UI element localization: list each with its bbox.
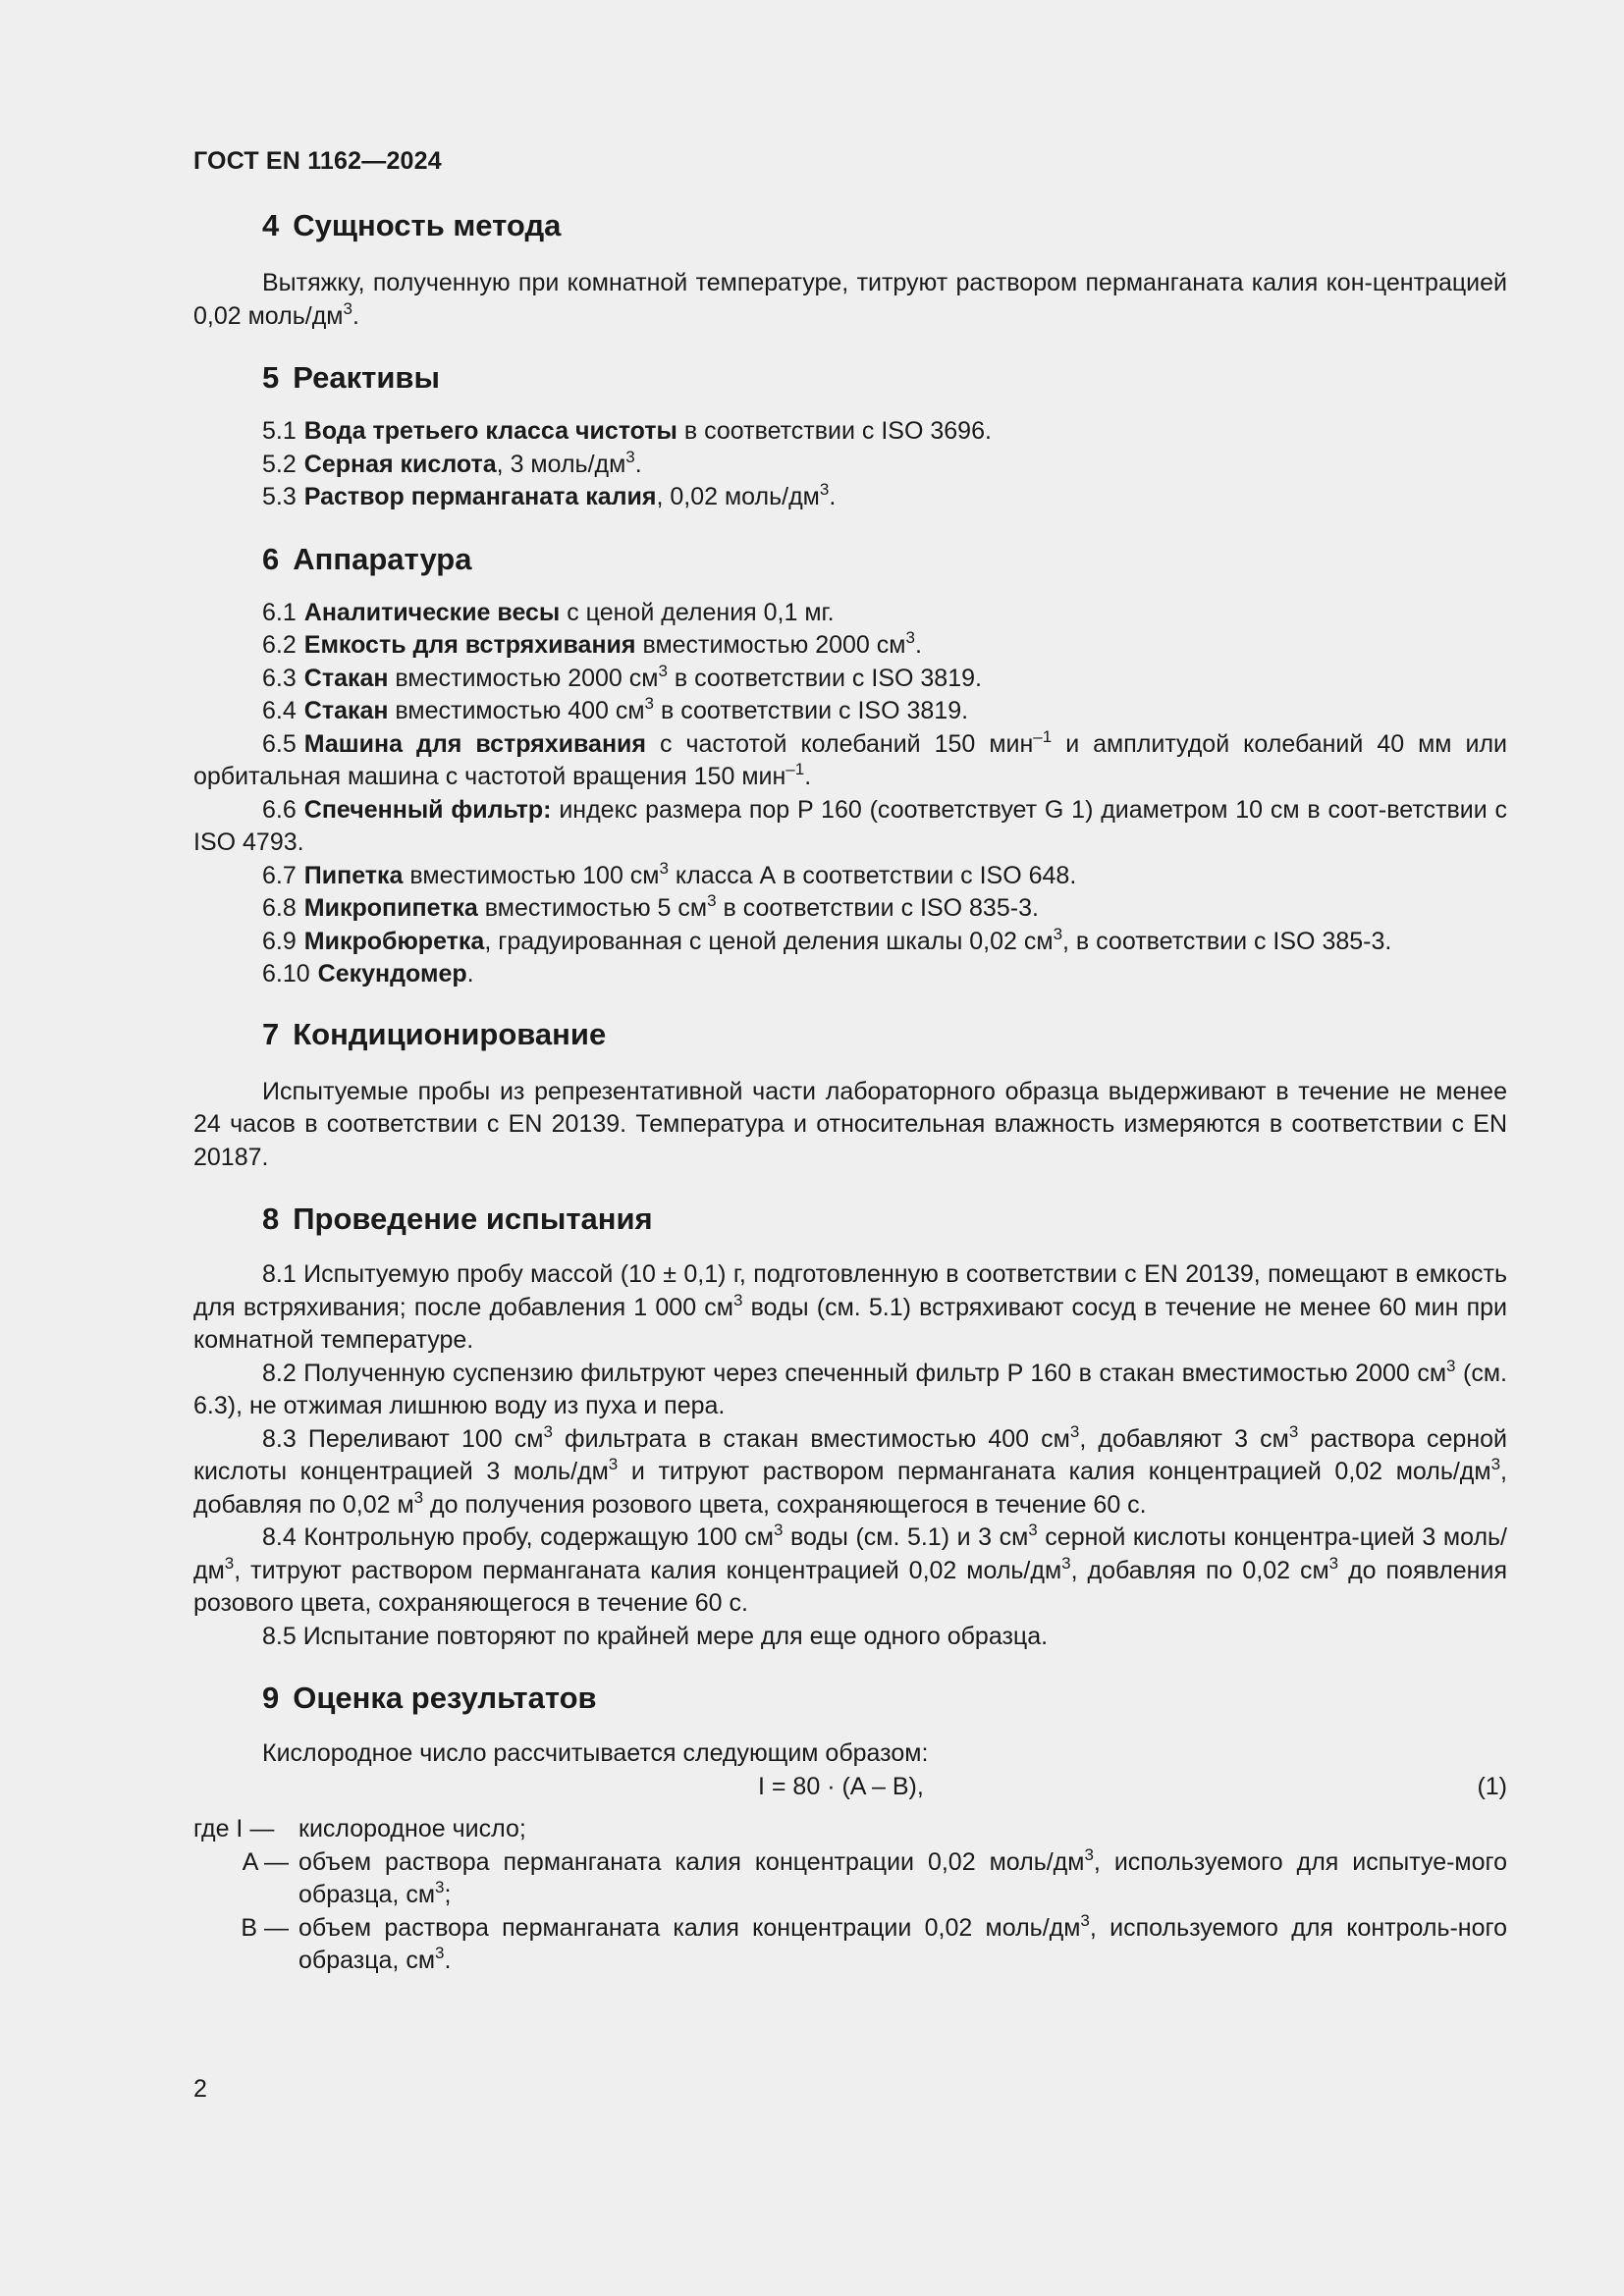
legend-text: кислородное число; bbox=[298, 1815, 526, 1842]
formula bbox=[193, 1771, 1507, 1804]
paragraph: 8.1 Испытуемую пробу массой (10 ± 0,1) г, подготовленную в соответствии с EN 20139, помещают в емкость для встряхивания; после добавления 1 000 $см^3$ воды (см. 5.1) встряхивают сосуд в течение не менее 60 мин при комнатной температуре. bbox=[193, 1260, 1507, 1354]
legend-text: объем раствора перманганата калия концентрации 0,02 моль/$дм^3$, используемого для контроль-ного образца, $см^3$. bbox=[298, 1910, 1507, 1974]
list-item: 6.5 Машина для встряхивания с частотой колебаний 150 мин$^{-1}$ и амплитудой колебаний 40 мм или орбитальная машина с частотой вращения 150 мин$^{-1}$. bbox=[193, 726, 1507, 790]
list-item: 5.1 Вода третьего класса чистоты в соответствии с ISO 3696. bbox=[262, 417, 992, 445]
legend-row bbox=[193, 1846, 1507, 1912]
legend-text: объем раствора перманганата калия концентрации 0,02 моль/$дм^3$, используемого для испытуе-мого образца, $см^3$; bbox=[298, 1844, 1507, 1908]
paragraph: 8.5 Испытание повторяют по крайней мере для еще одного образца. bbox=[262, 1622, 1049, 1650]
list-item: 6.9 Микробюретка, градуированная с ценой деления шкалы 0,02 $см^3$, в соответствии с ISO 385-3. bbox=[262, 924, 1392, 955]
legend-row bbox=[193, 1813, 1507, 1846]
section-9-intro: Кислородное число рассчитывается следующим образом: bbox=[262, 1739, 929, 1767]
list-item: 6.4 Стакан вместимостью 400 $см^3$ в соответствии с ISO 3819. bbox=[262, 694, 969, 724]
paragraph: 8.3 Переливают 100 $см^3$ фильтрата в стакан вместимостью 400 $см^3$, добавляют 3 $см^3$ раствора серной кислоты концентрацией 3 моль/$дм^3$ и титруют раствором перманганата калия концентрацией 0,02 моль/$дм^3$, добавляя по 0,02 $м^3$ до получения розового цвета, сохраняющегося в течение 60 с. bbox=[193, 1421, 1507, 1519]
section-7-text: Испытуемые пробы из репрезентативной части лабораторного образца выдерживают в течение не менее 24 часов в соответствии с EN 20139. Температура и относительная влажность измеряются в соответствии с EN 20187. bbox=[193, 1077, 1507, 1171]
formula-number: (1) bbox=[1477, 1772, 1507, 1800]
list-item: 6.8 Микропипетка вместимостью 5 $см^3$ в соответствии с ISO 835-3. bbox=[262, 891, 1039, 922]
list-item: 5.2 Серная кислота, 3 моль/$дм^3$. bbox=[262, 447, 642, 478]
list-item: 6.6 Спеченный фильтр: индекс размера пор P 160 (соответствует G 1) диаметром 10 см в соот-ветствии с ISO 4793. bbox=[193, 795, 1507, 856]
section-4-heading: 4 Сущность метода bbox=[262, 208, 562, 242]
list-item: 6.3 Стакан вместимостью 2000 $см^3$ в соответствии с ISO 3819. bbox=[262, 661, 982, 692]
page-number: 2 bbox=[193, 2075, 207, 2103]
section-7-heading: 7 Кондиционирование bbox=[262, 1016, 607, 1051]
list-item: 6.2 Емкость для встряхивания вместимостью 2000 $см^3$. bbox=[262, 628, 922, 659]
section-9-heading: 9 Оценка результатов bbox=[262, 1681, 597, 1715]
formula-expression: I = 80 · (A – B), bbox=[758, 1772, 924, 1800]
list-item: 6.1 Аналитические весы с ценой деления 0,1 мг. bbox=[262, 598, 835, 626]
document-page bbox=[193, 145, 1507, 1978]
document-header: ГОСТ EN 1162—2024 bbox=[193, 147, 442, 175]
section-6-heading: 6 Аппаратура bbox=[262, 541, 472, 576]
paragraph: 8.4 Контрольную пробу, содержащую 100 $см^3$ воды (см. 5.1) и 3 $см^3$ серной кислоты концентра-цией 3 моль/$дм^3$, титруют раствором перманганата калия концентрацией 0,02 моль/$дм^3$, добавляя по 0,02 $см^3$ до появления розового цвета, сохраняющегося в течение 60 с. bbox=[193, 1521, 1507, 1617]
legend-symbol: где I — bbox=[193, 1815, 275, 1842]
section-8-body bbox=[193, 1258, 1507, 1653]
formula-legend bbox=[193, 1813, 1507, 1978]
legend-row bbox=[193, 1912, 1507, 1978]
section-8-heading: 8 Проведение испытания bbox=[262, 1201, 653, 1236]
section-5-heading: 5 Реактивы bbox=[262, 360, 440, 395]
list-item: 6.7 Пипетка вместимостью 100 $см^3$ класса А в соответствии с ISO 648. bbox=[262, 858, 1077, 889]
section-4-text: Вытяжку, полученную при комнатной температуре, титруют раствором перманганата калия кон-центрацией 0,02 моль/$дм^3$. bbox=[193, 269, 1507, 330]
paragraph: 8.2 Полученную суспензию фильтруют через спеченный фильтр P 160 в стакан вместимостью 2000 $см^3$ (см. 6.3), не отжимая лишнюю воду из пуха и пера. bbox=[193, 1356, 1507, 1419]
legend-symbol: B — bbox=[241, 1913, 289, 1942]
list-item: 5.3 Раствор перманганата калия, 0,02 моль/$дм^3$. bbox=[262, 480, 837, 510]
section-5-list bbox=[193, 415, 1507, 514]
list-item: 6.10 Секундомер. bbox=[262, 960, 474, 988]
section-6-list bbox=[193, 597, 1507, 991]
legend-symbol: A — bbox=[242, 1847, 289, 1876]
